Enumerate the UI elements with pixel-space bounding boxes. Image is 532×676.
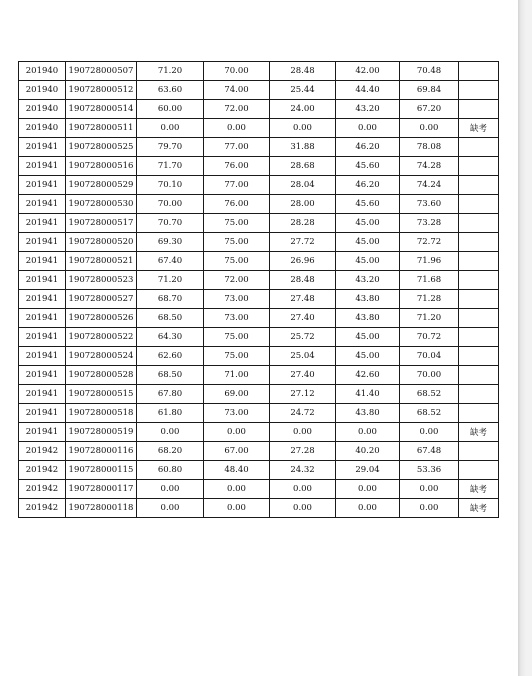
table-row [19,176,499,195]
written-weighted-cell: 28.48 [270,271,336,290]
written-score-cell: 63.60 [137,81,204,100]
written-score-cell: 68.50 [137,366,204,385]
remark-cell [459,290,499,309]
interview-weighted-cell: 45.00 [336,252,400,271]
interview-score-cell: 75.00 [204,328,270,347]
written-score-cell: 71.70 [137,157,204,176]
exam-room-cell: 201940 [19,62,66,81]
ticket-number-cell: 190728000522 [66,328,137,347]
interview-score-cell: 69.00 [204,385,270,404]
table-row [19,233,499,252]
ticket-number-cell: 190728000515 [66,385,137,404]
interview-weighted-cell: 0.00 [336,480,400,499]
remark-cell [459,81,499,100]
exam-room-cell: 201942 [19,480,66,499]
interview-weighted-cell: 43.20 [336,100,400,119]
exam-room-cell: 201940 [19,81,66,100]
remark-cell: 缺考 [459,119,499,138]
interview-score-cell: 48.40 [204,461,270,480]
table-row [19,442,499,461]
table-row [19,138,499,157]
total-score-cell: 69.84 [400,81,459,100]
exam-room-cell: 201940 [19,100,66,119]
exam-room-cell: 201940 [19,119,66,138]
interview-weighted-cell: 40.20 [336,442,400,461]
written-weighted-cell: 27.72 [270,233,336,252]
ticket-number-cell: 190728000115 [66,461,137,480]
interview-weighted-cell: 43.80 [336,290,400,309]
written-score-cell: 0.00 [137,480,204,499]
written-weighted-cell: 28.48 [270,62,336,81]
remark-cell [459,328,499,347]
total-score-cell: 0.00 [400,423,459,442]
written-weighted-cell: 27.12 [270,385,336,404]
remark-cell [459,252,499,271]
written-score-cell: 62.60 [137,347,204,366]
table-row [19,404,499,423]
remark-cell [459,309,499,328]
interview-weighted-cell: 43.20 [336,271,400,290]
table-row [19,423,499,442]
exam-room-cell: 201941 [19,195,66,214]
interview-weighted-cell: 45.00 [336,214,400,233]
table-row [19,119,499,138]
interview-score-cell: 72.00 [204,100,270,119]
total-score-cell: 70.00 [400,366,459,385]
ticket-number-cell: 190728000507 [66,62,137,81]
total-score-cell: 70.72 [400,328,459,347]
remark-cell [459,271,499,290]
written-score-cell: 61.80 [137,404,204,423]
interview-score-cell: 0.00 [204,499,270,518]
remark-cell [459,442,499,461]
written-weighted-cell: 28.04 [270,176,336,195]
written-score-cell: 70.00 [137,195,204,214]
remark-cell [459,233,499,252]
remark-cell: 缺考 [459,480,499,499]
table-row [19,100,499,119]
interview-score-cell: 75.00 [204,347,270,366]
written-weighted-cell: 31.88 [270,138,336,157]
written-weighted-cell: 26.96 [270,252,336,271]
remark-cell: 缺考 [459,499,499,518]
exam-room-cell: 201942 [19,442,66,461]
interview-score-cell: 76.00 [204,157,270,176]
written-score-cell: 68.50 [137,309,204,328]
total-score-cell: 67.48 [400,442,459,461]
total-score-cell: 0.00 [400,480,459,499]
interview-weighted-cell: 0.00 [336,119,400,138]
ticket-number-cell: 190728000523 [66,271,137,290]
interview-score-cell: 76.00 [204,195,270,214]
written-weighted-cell: 0.00 [270,119,336,138]
table-row [19,214,499,233]
interview-weighted-cell: 46.20 [336,138,400,157]
written-score-cell: 60.80 [137,461,204,480]
written-score-cell: 0.00 [137,119,204,138]
interview-weighted-cell: 44.40 [336,81,400,100]
interview-score-cell: 73.00 [204,404,270,423]
table-row [19,499,499,518]
exam-room-cell: 201941 [19,309,66,328]
written-score-cell: 71.20 [137,271,204,290]
written-score-cell: 0.00 [137,499,204,518]
total-score-cell: 71.96 [400,252,459,271]
interview-score-cell: 0.00 [204,119,270,138]
written-weighted-cell: 27.28 [270,442,336,461]
table-row [19,347,499,366]
ticket-number-cell: 190728000520 [66,233,137,252]
written-score-cell: 0.00 [137,423,204,442]
exam-room-cell: 201941 [19,290,66,309]
interview-score-cell: 72.00 [204,271,270,290]
remark-cell [459,62,499,81]
total-score-cell: 72.72 [400,233,459,252]
written-score-cell: 79.70 [137,138,204,157]
ticket-number-cell: 190728000518 [66,404,137,423]
table-row [19,461,499,480]
remark-cell [459,347,499,366]
total-score-cell: 68.52 [400,385,459,404]
written-weighted-cell: 25.72 [270,328,336,347]
exam-room-cell: 201941 [19,138,66,157]
table-row [19,252,499,271]
interview-weighted-cell: 29.04 [336,461,400,480]
score-table-body [19,62,499,518]
interview-weighted-cell: 0.00 [336,423,400,442]
written-weighted-cell: 28.00 [270,195,336,214]
written-weighted-cell: 28.28 [270,214,336,233]
written-weighted-cell: 27.40 [270,366,336,385]
remark-cell [459,461,499,480]
written-weighted-cell: 0.00 [270,480,336,499]
exam-room-cell: 201941 [19,214,66,233]
ticket-number-cell: 190728000519 [66,423,137,442]
ticket-number-cell: 190728000521 [66,252,137,271]
written-weighted-cell: 0.00 [270,499,336,518]
remark-cell [459,366,499,385]
exam-room-cell: 201941 [19,271,66,290]
interview-weighted-cell: 45.00 [336,328,400,347]
table-row [19,290,499,309]
ticket-number-cell: 190728000117 [66,480,137,499]
interview-weighted-cell: 45.60 [336,195,400,214]
total-score-cell: 0.00 [400,119,459,138]
interview-weighted-cell: 41.40 [336,385,400,404]
interview-score-cell: 67.00 [204,442,270,461]
total-score-cell: 71.20 [400,309,459,328]
written-score-cell: 67.40 [137,252,204,271]
remark-cell [459,195,499,214]
exam-room-cell: 201941 [19,328,66,347]
written-score-cell: 68.20 [137,442,204,461]
total-score-cell: 71.28 [400,290,459,309]
remark-cell: 缺考 [459,423,499,442]
interview-score-cell: 75.00 [204,233,270,252]
interview-weighted-cell: 0.00 [336,499,400,518]
exam-room-cell: 201941 [19,157,66,176]
total-score-cell: 53.36 [400,461,459,480]
ticket-number-cell: 190728000116 [66,442,137,461]
written-weighted-cell: 24.32 [270,461,336,480]
interview-score-cell: 77.00 [204,176,270,195]
written-weighted-cell: 25.44 [270,81,336,100]
exam-room-cell: 201941 [19,404,66,423]
table-row [19,271,499,290]
total-score-cell: 73.28 [400,214,459,233]
written-weighted-cell: 25.04 [270,347,336,366]
exam-room-cell: 201941 [19,347,66,366]
interview-score-cell: 73.00 [204,309,270,328]
total-score-cell: 67.20 [400,100,459,119]
table-row [19,195,499,214]
ticket-number-cell: 190728000511 [66,119,137,138]
interview-weighted-cell: 43.80 [336,309,400,328]
written-weighted-cell: 0.00 [270,423,336,442]
table-row [19,62,499,81]
total-score-cell: 73.60 [400,195,459,214]
written-score-cell: 70.70 [137,214,204,233]
interview-weighted-cell: 45.00 [336,233,400,252]
remark-cell [459,100,499,119]
page-edge-shadow [518,0,532,676]
exam-room-cell: 201941 [19,385,66,404]
table-row [19,328,499,347]
exam-room-cell: 201942 [19,461,66,480]
written-score-cell: 70.10 [137,176,204,195]
remark-cell [459,176,499,195]
remark-cell [459,404,499,423]
interview-weighted-cell: 45.00 [336,347,400,366]
interview-weighted-cell: 43.80 [336,404,400,423]
written-score-cell: 68.70 [137,290,204,309]
table-row [19,385,499,404]
written-score-cell: 64.30 [137,328,204,347]
total-score-cell: 71.68 [400,271,459,290]
interview-score-cell: 73.00 [204,290,270,309]
exam-room-cell: 201941 [19,252,66,271]
table-row [19,157,499,176]
score-table [18,61,499,518]
interview-score-cell: 0.00 [204,423,270,442]
interview-score-cell: 75.00 [204,252,270,271]
ticket-number-cell: 190728000514 [66,100,137,119]
written-weighted-cell: 27.40 [270,309,336,328]
written-score-cell: 71.20 [137,62,204,81]
ticket-number-cell: 190728000525 [66,138,137,157]
interview-score-cell: 70.00 [204,62,270,81]
total-score-cell: 70.48 [400,62,459,81]
written-weighted-cell: 27.48 [270,290,336,309]
exam-room-cell: 201942 [19,499,66,518]
interview-score-cell: 71.00 [204,366,270,385]
ticket-number-cell: 190728000516 [66,157,137,176]
remark-cell [459,385,499,404]
written-weighted-cell: 28.68 [270,157,336,176]
total-score-cell: 0.00 [400,499,459,518]
remark-cell [459,157,499,176]
exam-room-cell: 201941 [19,233,66,252]
interview-weighted-cell: 45.60 [336,157,400,176]
total-score-cell: 74.28 [400,157,459,176]
table-row [19,366,499,385]
table-row [19,480,499,499]
written-weighted-cell: 24.72 [270,404,336,423]
interview-weighted-cell: 42.00 [336,62,400,81]
ticket-number-cell: 190728000524 [66,347,137,366]
interview-weighted-cell: 42.60 [336,366,400,385]
total-score-cell: 70.04 [400,347,459,366]
interview-score-cell: 75.00 [204,214,270,233]
ticket-number-cell: 190728000517 [66,214,137,233]
table-row [19,309,499,328]
interview-score-cell: 0.00 [204,480,270,499]
written-score-cell: 60.00 [137,100,204,119]
written-score-cell: 67.80 [137,385,204,404]
total-score-cell: 68.52 [400,404,459,423]
exam-room-cell: 201941 [19,423,66,442]
written-score-cell: 69.30 [137,233,204,252]
remark-cell [459,214,499,233]
ticket-number-cell: 190728000530 [66,195,137,214]
ticket-number-cell: 190728000527 [66,290,137,309]
ticket-number-cell: 190728000118 [66,499,137,518]
ticket-number-cell: 190728000526 [66,309,137,328]
total-score-cell: 78.08 [400,138,459,157]
interview-score-cell: 74.00 [204,81,270,100]
ticket-number-cell: 190728000529 [66,176,137,195]
table-row [19,81,499,100]
interview-weighted-cell: 46.20 [336,176,400,195]
written-weighted-cell: 24.00 [270,100,336,119]
ticket-number-cell: 190728000512 [66,81,137,100]
ticket-number-cell: 190728000528 [66,366,137,385]
exam-room-cell: 201941 [19,366,66,385]
exam-room-cell: 201941 [19,176,66,195]
total-score-cell: 74.24 [400,176,459,195]
remark-cell [459,138,499,157]
interview-score-cell: 77.00 [204,138,270,157]
